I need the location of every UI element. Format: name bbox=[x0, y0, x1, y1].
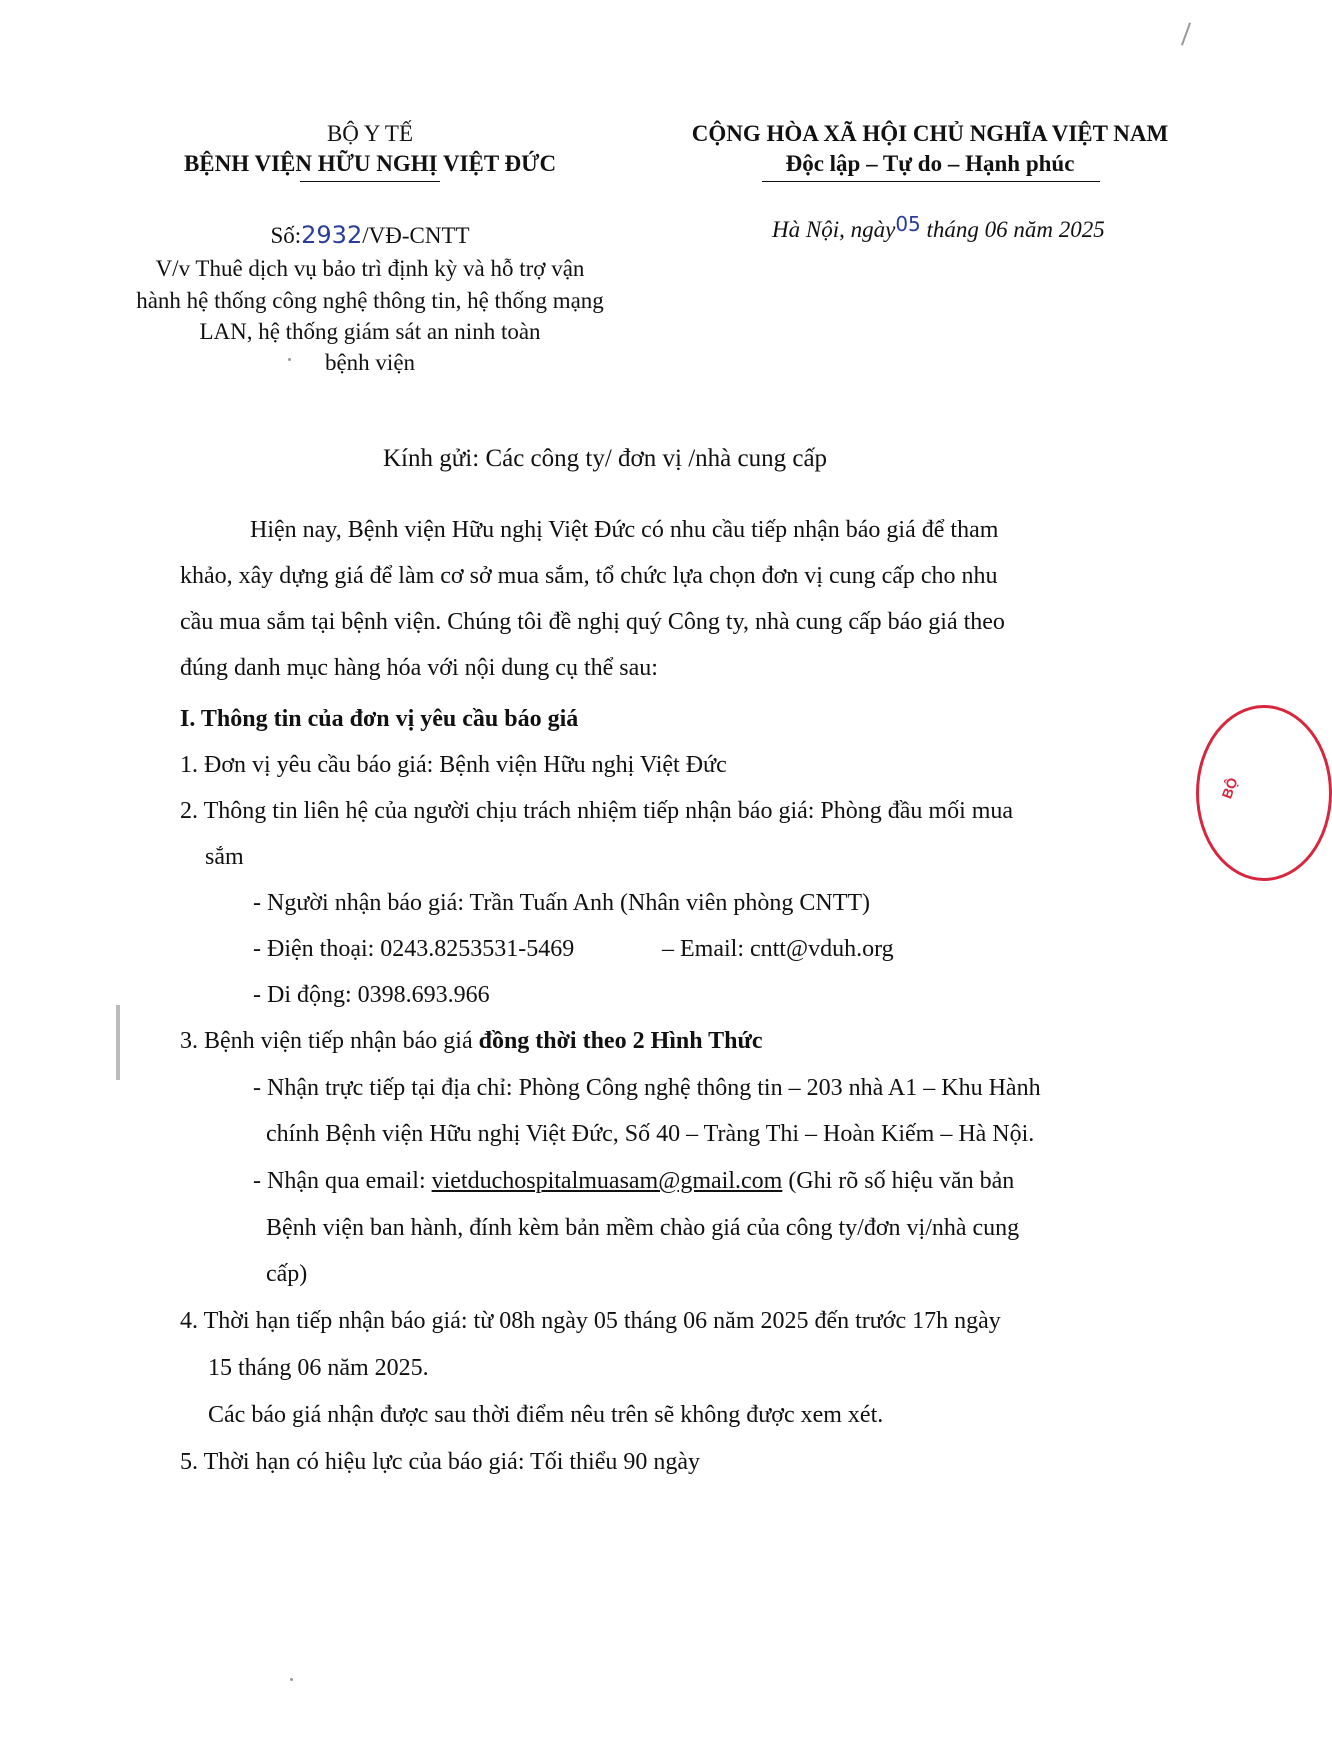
hospital-underline bbox=[300, 181, 440, 182]
item-4-note: Các báo giá nhận được sau thời điểm nêu trên sẽ không được xem xét. bbox=[208, 1402, 884, 1428]
intro-line-2: khảo, xây dựng giá để làm cơ sở mua sắm, tổ chức lựa chọn đơn vị cung cấp cho nhu bbox=[180, 563, 998, 589]
recipient: Kính gửi: Các công ty/ đơn vị /nhà cung cấp bbox=[383, 445, 828, 472]
section-1-title: I. Thông tin của đơn vị yêu cầu báo giá bbox=[180, 706, 579, 732]
date-line bbox=[772, 214, 1232, 246]
document-number bbox=[120, 220, 620, 251]
number-handwritten: 2932 bbox=[301, 221, 363, 249]
ministry-name: BỘ Y TẾ bbox=[326, 121, 414, 146]
stamp-text: BỘ bbox=[1218, 775, 1241, 801]
scan-dot bbox=[288, 358, 291, 361]
subject-line-4: bệnh viện bbox=[324, 350, 416, 375]
scan-mark bbox=[116, 1005, 120, 1080]
subject-line-1: V/v Thuê dịch vụ bảo trì định kỳ và hỗ trợ vận bbox=[155, 256, 585, 281]
email-link[interactable]: vietduchospitalmuasam@gmail.com bbox=[431, 1168, 783, 1194]
item-1: 1. Đơn vị yêu cầu báo giá: Bệnh viện Hữu nghị Việt Đức bbox=[180, 752, 727, 778]
email-submission-line bbox=[253, 1158, 1014, 1204]
direct-line-1: - Nhận trực tiếp tại địa chỉ: Phòng Công nghệ thông tin – 203 nhà A1 – Khu Hành bbox=[253, 1075, 1041, 1101]
item-4-line-2: 15 tháng 06 năm 2025. bbox=[208, 1355, 429, 1381]
item-2-line-2: sắm bbox=[205, 844, 244, 870]
intro-line-3: cầu mua sắm tại bệnh viện. Chúng tôi đề nghị quý Công ty, nhà cung cấp báo giá theo bbox=[180, 609, 1005, 635]
date-day-handwritten: 05 bbox=[895, 212, 921, 236]
country-name: CỘNG HÒA XÃ HỘI CHỦ NGHĨA VIỆT NAM bbox=[691, 121, 1169, 146]
intro-line-4: đúng danh mục hàng hóa với nội dung cụ thể sau: bbox=[180, 655, 658, 681]
date-prefix: Hà Nội, ngày bbox=[772, 217, 896, 242]
item-5: 5. Thời hạn có hiệu lực của báo giá: Tối thiểu 90 ngày bbox=[180, 1449, 701, 1475]
email-suffix: (Ghi rõ số hiệu văn bản bbox=[782, 1168, 1015, 1194]
email-line-3: cấp) bbox=[266, 1261, 308, 1287]
scan-mark-top bbox=[1181, 22, 1191, 45]
email-prefix: - Nhận qua email: bbox=[253, 1168, 432, 1194]
item-4-line-1: 4. Thời hạn tiếp nhận báo giá: từ 08h ngày 05 tháng 06 năm 2025 đến trước 17h ngày bbox=[180, 1308, 1001, 1334]
hospital-name: BỆNH VIỆN HỮU NGHỊ VIỆT ĐỨC bbox=[183, 151, 557, 176]
subject-line-2: hành hệ thống công nghệ thông tin, hệ thống mạng bbox=[136, 288, 604, 313]
phone-line: - Điện thoại: 0243.8253531-5469 bbox=[253, 936, 575, 962]
email-line-2: Bệnh viện ban hành, đính kèm bản mềm chào giá của công ty/đơn vị/nhà cung bbox=[266, 1215, 1020, 1241]
direct-line-2: chính Bệnh viện Hữu nghị Việt Đức, Số 40 – Tràng Thi – Hoàn Kiếm – Hà Nội. bbox=[266, 1121, 1035, 1147]
receiver-line: - Người nhận báo giá: Trần Tuấn Anh (Nhân viên phòng CNTT) bbox=[253, 890, 871, 916]
motto-underline bbox=[762, 181, 1100, 182]
national-motto: Độc lập – Tự do – Hạnh phúc bbox=[785, 151, 1075, 176]
number-suffix: /VĐ-CNTT bbox=[362, 223, 470, 248]
subject-line-3: LAN, hệ thống giám sát an ninh toàn bbox=[199, 319, 541, 344]
scan-dot bbox=[290, 1678, 293, 1681]
mobile-line: - Di động: 0398.693.966 bbox=[253, 982, 490, 1008]
item-3-bold: đồng thời theo 2 Hình Thức bbox=[478, 1028, 763, 1054]
item-3-prefix: 3. Bệnh viện tiếp nhận báo giá bbox=[180, 1028, 479, 1054]
item-2-line-1: 2. Thông tin liên hệ của người chịu trách nhiệm tiếp nhận báo giá: Phòng đầu mối mua bbox=[180, 798, 1014, 824]
number-prefix: Số: bbox=[270, 223, 302, 248]
intro-line-1: Hiện nay, Bệnh viện Hữu nghị Việt Đức có nhu cầu tiếp nhận báo giá để tham bbox=[250, 517, 999, 543]
date-suffix: tháng 06 năm 2025 bbox=[926, 217, 1105, 242]
red-stamp bbox=[1196, 705, 1332, 881]
item-3 bbox=[180, 1018, 763, 1064]
email-contact: – Email: cntt@vduh.org bbox=[662, 936, 894, 962]
